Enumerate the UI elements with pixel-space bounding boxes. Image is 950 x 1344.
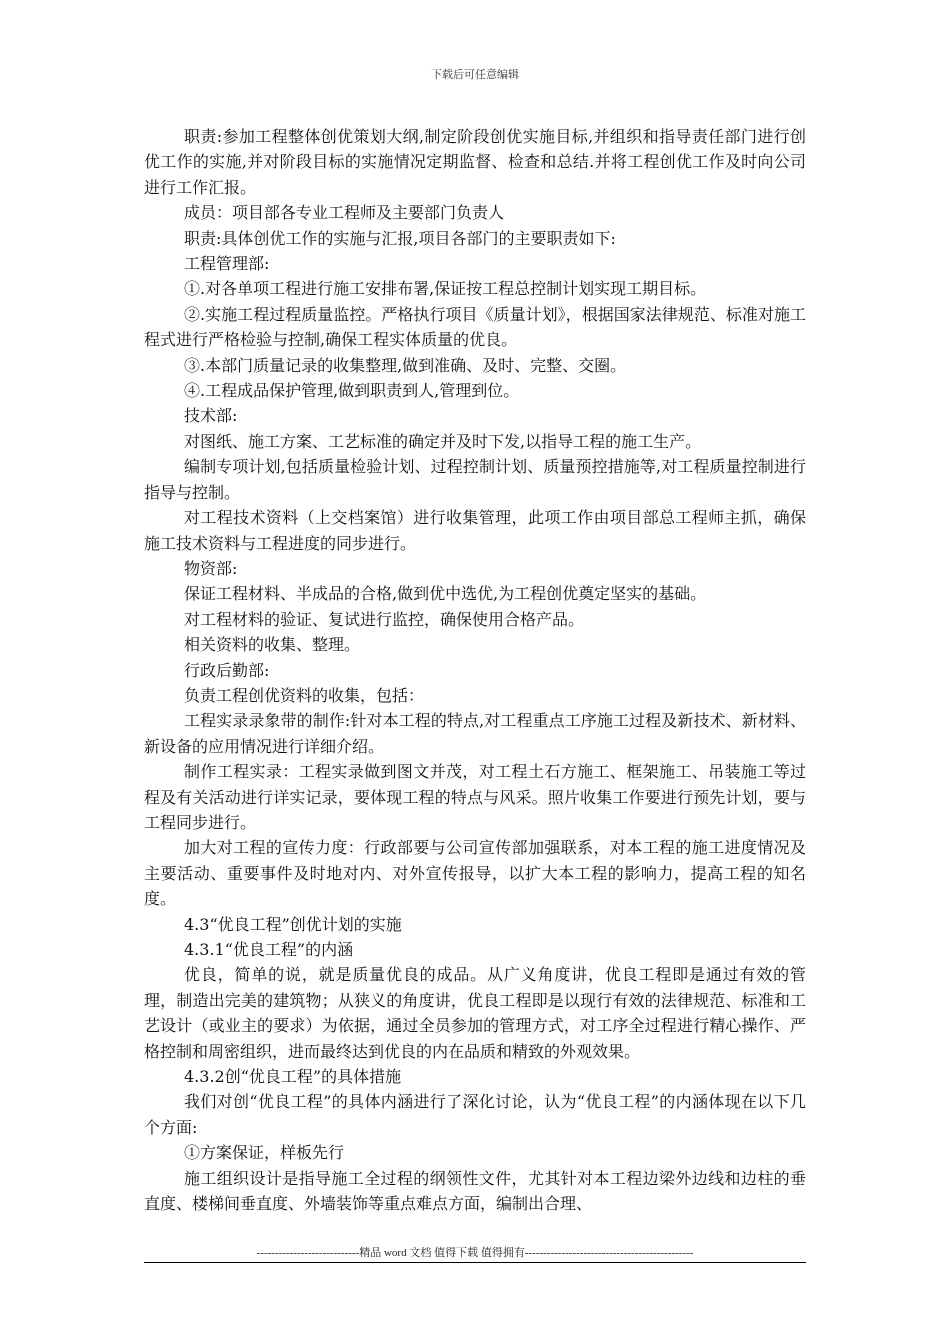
footer-rule	[144, 1262, 806, 1263]
paragraph: 保证工程材料、半成品的合格,做到优中选优,为工程创优奠定坚实的基础。	[184, 584, 707, 604]
section-heading: 物资部:	[184, 558, 238, 578]
section-heading: 4.3.1“优良工程”的内涵	[184, 940, 354, 959]
paragraph: 职责:具体创优工作的实施与汇报,项目各部门的主要职责如下:	[184, 228, 616, 248]
list-item: ①方案保证，样板先行	[184, 1143, 345, 1163]
list-item: ②.实施工程过程质量监控。严格执行项目《质量计划》，根据国家法律规范、标准对施工程式进行严格检验与控制,确保工程实体质量的优良。	[144, 304, 806, 350]
paragraph: 对工程技术资料（上交档案馆）进行收集管理，此项工作由项目部总工程师主抓，确保施工技术资料与工程进度的同步进行。	[144, 508, 806, 553]
page-footer: ----------------------------精品 word 文档 值得下载 值得拥有----------------------------------------------	[256, 1247, 694, 1259]
paragraph: 编制专项计划,包括质量检验计划、过程控制计划、质量预控措施等,对工程质量控制进行指导与控制。	[144, 457, 806, 502]
section-heading: 4.3“优良工程”创优计划的实施	[184, 914, 402, 934]
paragraph: 工程实录录象带的制作:针对本工程的特点,对工程重点工序施工过程及新技术、新材料、新设备的应用情况进行详细介绍。	[144, 711, 806, 756]
list-item: ④.工程成品保护管理,做到职责到人,管理到位。	[184, 381, 520, 401]
list-item: ①.对各单项工程进行施工安排布署,保证按工程总控制计划实现工期目标。	[184, 279, 707, 299]
paragraph: 对工程材料的验证、复试进行监控，确保使用合格产品。	[184, 609, 585, 629]
section-heading: 4.3.2创“优良工程”的具体措施	[184, 1067, 402, 1087]
paragraph: 负责工程创优资料的收集，包括：	[184, 685, 425, 705]
paragraph: 相关资料的收集、整理。	[184, 635, 361, 655]
paragraph: 施工组织设计是指导施工全过程的纲领性文件，尤其针对本工程边梁外边线和边柱的垂直度、楼梯间垂直度、外墙装饰等重点难点方面，编制出合理、	[144, 1168, 806, 1214]
paragraph: 制作工程实录：工程实录做到图文并茂，对工程土石方施工、框架施工、吊装施工等过程及有关活动进行详实记录，要体现工程的特点与风采。照片收集工作要进行预先计划，要与工程同步进行。	[144, 762, 806, 832]
section-heading: 工程管理部:	[184, 254, 270, 274]
paragraph: 对图纸、施工方案、工艺标准的确定并及时下发,以指导工程的施工生产。	[184, 431, 702, 451]
paragraph: 职责:参加工程整体创优策划大纲,制定阶段创优实施目标,并组织和指导责任部门进行创优工作的实施,并对阶段目标的实施情况定期监督、检查和总结.并将工程创优工作及时向公司进行工作汇报。	[144, 127, 806, 197]
list-item: ③.本部门质量记录的收集整理,做到准确、及时、完整、交圈。	[184, 355, 627, 375]
paragraph: 成员：项目部各专业工程师及主要部门负责人	[184, 203, 505, 223]
paragraph: 加大对工程的宣传力度：行政部要与公司宣传部加强联系，对本工程的施工进度情况及主要活动、重要事件及时地对内、对外宣传报导，以扩大本工程的影响力，提高工程的知名度。	[144, 838, 806, 909]
paragraph: 我们对创“优良工程”的具体内涵进行了深化讨论，认为“优良工程”的内涵体现在以下几个方面:	[144, 1092, 806, 1137]
document-body	[144, 124, 806, 1216]
page-header: 下载后可任意编辑	[431, 68, 519, 81]
section-heading: 技术部:	[184, 406, 238, 426]
section-heading: 行政后勤部:	[184, 660, 270, 680]
paragraph: 优良，简单的说，就是质量优良的成品。从广义角度讲，优良工程即是通过有效的管理，制造出完美的建筑物；从狭义的角度讲，优良工程即是以现行有效的法律规范、标准和工艺设计（或业主的要求）为依据，通过全员参加的管理方式，对工序全过程进行精心操作、严格控制和周密组织，进而最终达到优良的内在品质和精致的外观效果。	[144, 965, 806, 1061]
